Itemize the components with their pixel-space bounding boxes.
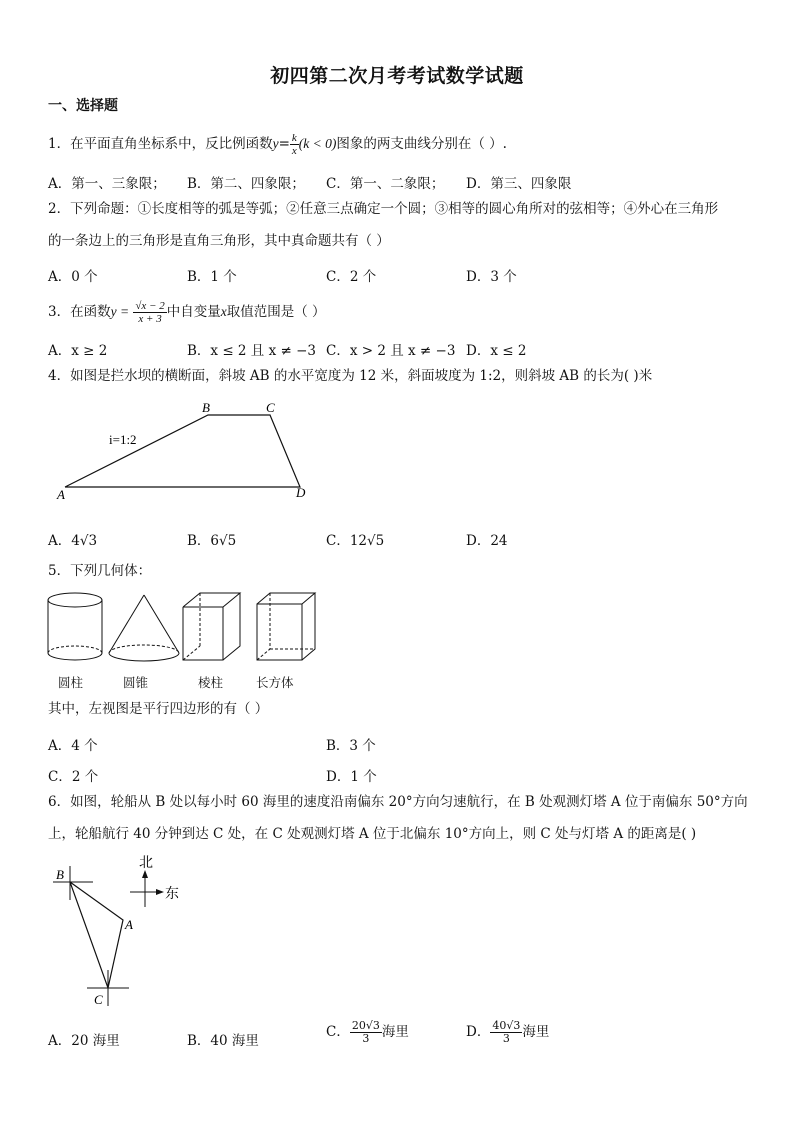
q2-option-d: D．3 个 xyxy=(466,269,517,285)
q3-option-c: C．x > 2 且 x ≠ −3 xyxy=(326,343,456,359)
nav-label-a: A xyxy=(125,917,133,932)
cuboid-shape xyxy=(257,593,315,660)
solids-figure xyxy=(45,590,335,670)
q6-option-d xyxy=(466,1020,549,1045)
q2-stem-line2: 的一条边上的三角形是直角三角形，其中真命题共有（ ） xyxy=(48,233,390,249)
q3-option-a: A．x ≥ 2 xyxy=(48,343,108,359)
q1-func-y: y xyxy=(272,136,279,152)
q5-option-c: C．2 个 xyxy=(48,769,99,785)
compass-north-label: 北 xyxy=(139,855,153,871)
q1-denominator: x xyxy=(291,145,297,158)
q2-stem-line1: 2．下列命题：①长度相等的弧是等弧；②任意三点确定一个圆；③相等的圆心角所对的弦相等；④外心在三角形 xyxy=(48,201,719,217)
q4-option-d: D．24 xyxy=(466,533,508,549)
triangle-bac xyxy=(70,882,123,988)
q3-func-y: y = xyxy=(110,304,130,320)
q2-option-b: B．1 个 xyxy=(187,269,237,285)
dam-label-b: B xyxy=(202,400,210,415)
q3-stem-pre: 3．在函数 xyxy=(48,304,111,321)
q6-option-b: B．40 海里 xyxy=(187,1033,259,1049)
q5-option-b: B．3 个 xyxy=(326,738,376,754)
prism-shape xyxy=(183,593,240,660)
q1-eq: = xyxy=(278,136,290,153)
q1-fraction xyxy=(290,132,299,157)
q6-option-c-den: 3 xyxy=(362,1032,370,1046)
q1-option-b: B．第二、四象限； xyxy=(187,176,305,192)
q4-option-c: C．12√5 xyxy=(326,533,385,549)
cone-shape xyxy=(109,595,179,661)
q3-stem xyxy=(48,300,326,325)
compass-icon xyxy=(130,870,164,907)
q1-stem xyxy=(48,132,507,157)
q5-option-a: A．4 个 xyxy=(48,738,98,754)
q1-option-a: A．第一、三象限； xyxy=(48,176,166,192)
q4-stem: 4．如图是拦水坝的横断面，斜坡 AB 的水平宽度为 12 米，斜面坡度为 1:2，则斜坡 AB 的长为( )米 xyxy=(48,368,653,384)
caption-cone: 圆锥 xyxy=(123,675,149,690)
q6-option-c xyxy=(326,1020,409,1045)
q1-condition: (k < 0) xyxy=(298,136,337,152)
q1-option-c: C．第一、二象限； xyxy=(326,176,445,192)
dam-cross-section-figure xyxy=(55,400,325,505)
ship-navigation-figure xyxy=(45,852,205,1012)
exam-title: 初四第二次月考考试数学试题 xyxy=(270,65,524,87)
q3-fraction xyxy=(133,300,166,325)
q6-option-d-den: 3 xyxy=(502,1032,510,1046)
q6-option-d-num: 40√3 xyxy=(492,1019,521,1032)
q6-option-c-unit: 海里 xyxy=(381,1024,409,1041)
q3-var: x xyxy=(220,304,227,320)
q1-option-d: D．第三、四象限 xyxy=(466,176,572,192)
q3-denominator: x + 3 xyxy=(138,313,162,326)
caption-prism: 棱柱 xyxy=(198,675,224,690)
q6-option-d-fraction xyxy=(490,1020,522,1045)
q3-stem-post2: 取值范围是（ ） xyxy=(226,304,326,321)
q6-stem-line2: 上，轮船航行 40 分钟到达 C 处，在 C 处观测灯塔 A 位于北偏东 10°方向上，则 C 处与灯塔 A 的距离是( ) xyxy=(48,826,697,842)
nav-label-c: C xyxy=(94,992,103,1007)
dam-label-a: A xyxy=(57,487,65,502)
dam-label-c: C xyxy=(266,400,275,415)
dam-slope-label: i=1:2 xyxy=(109,432,137,447)
q6-option-d-prefix: D． xyxy=(466,1024,491,1041)
q3-option-d: D．x ≤ 2 xyxy=(466,343,527,359)
dam-label-d: D xyxy=(296,485,306,500)
q2-option-c: C．2 个 xyxy=(326,269,377,285)
q5-question: 其中，左视图是平行四边形的有（ ） xyxy=(48,701,269,717)
section-heading: 一、选择题 xyxy=(48,98,118,114)
q5-option-d: D．1 个 xyxy=(326,769,377,785)
q3-option-b: B．x ≤ 2 且 x ≠ −3 xyxy=(187,343,317,359)
caption-cuboid: 长方体 xyxy=(256,675,294,690)
q1-numerator: k xyxy=(291,132,297,144)
q6-option-d-unit: 海里 xyxy=(522,1024,550,1041)
q4-option-a: A．4√3 xyxy=(48,533,98,549)
q6-option-c-prefix: C． xyxy=(326,1024,350,1041)
q3-stem-post: 中自变量 xyxy=(166,304,221,321)
q1-stem-pre: 1．在平面直角坐标系中，反比例函数 xyxy=(48,136,273,153)
nav-label-b: B xyxy=(56,867,64,882)
q3-numerator: √x − 2 xyxy=(135,300,165,312)
caption-cylinder: 圆柱 xyxy=(58,675,84,690)
q6-stem-line1: 6．如图，轮船从 B 处以每小时 60 海里的速度沿南偏东 20°方向匀速航行，在 B 处观测灯塔 A 位于南偏东 50°方向 xyxy=(48,794,748,810)
q6-option-c-num: 20√3 xyxy=(351,1019,380,1032)
compass-east-label: 东 xyxy=(165,886,179,902)
q5-stem: 5．下列几何体： xyxy=(48,563,152,579)
q6-option-a: A．20 海里 xyxy=(48,1033,120,1049)
q6-option-c-fraction xyxy=(350,1020,382,1045)
q1-stem-post: 图象的两支曲线分别在（ ）. xyxy=(336,136,507,153)
q4-option-b: B．6√5 xyxy=(187,533,237,549)
q2-option-a: A．0 个 xyxy=(48,269,98,285)
cylinder-shape xyxy=(48,593,102,660)
dam-trapezoid xyxy=(65,415,300,487)
